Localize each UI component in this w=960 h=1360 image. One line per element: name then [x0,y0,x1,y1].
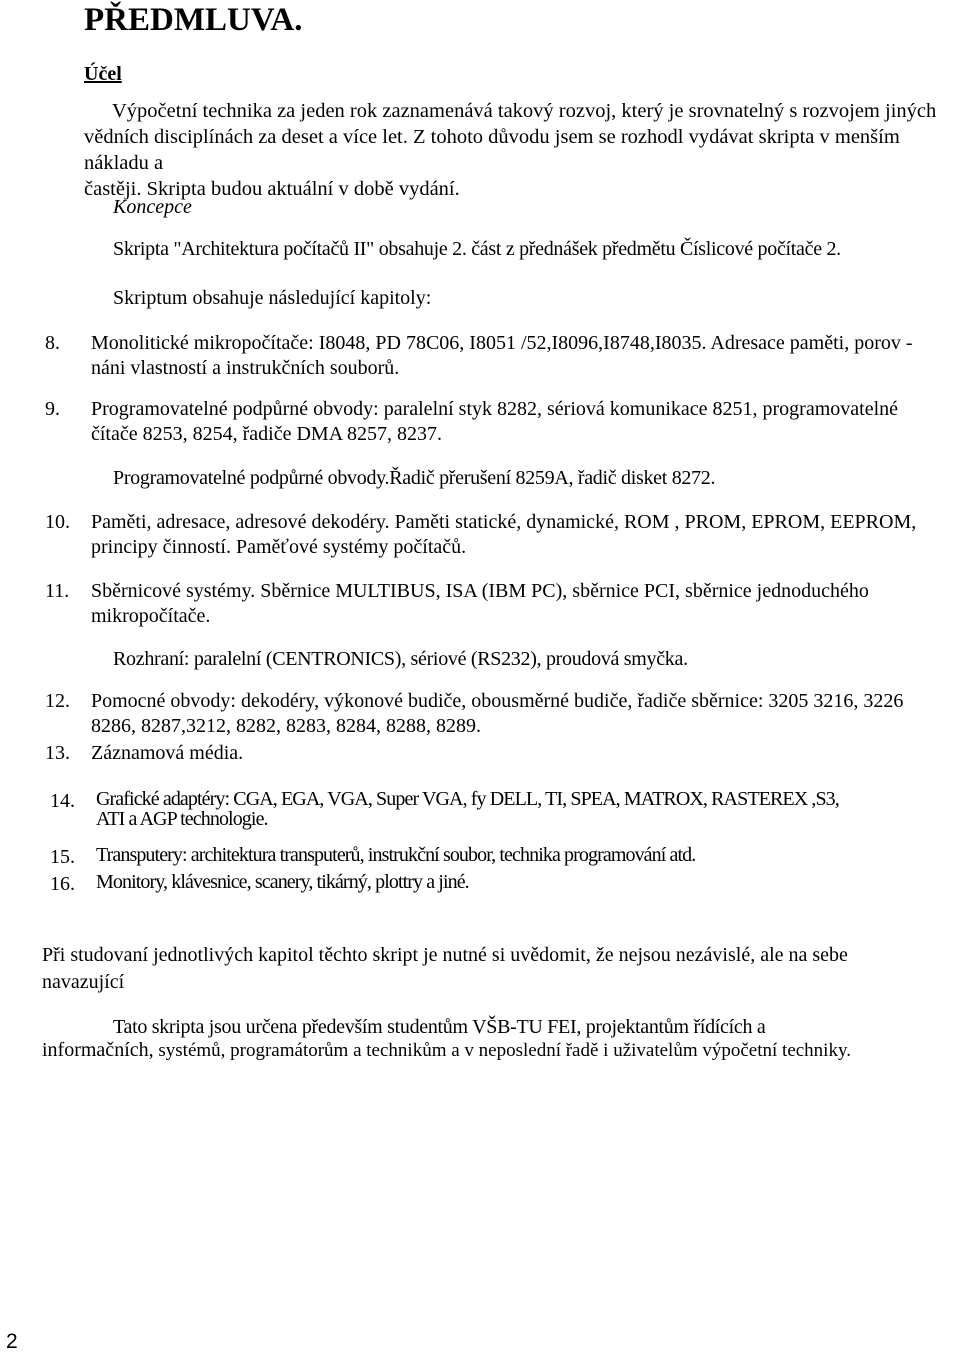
contents-line: Skripta "Architektura počítačů II" obsahuje 2. část z přednášek předmětu Číslicové počítače 2. [113,238,841,260]
chapter-text [96,845,956,865]
closing-paragraph [42,942,942,996]
intro-paragraph [84,98,960,202]
chapter-line: Monolitické mikropočítače: I8048, PD 78C06, I8051 /52,I8096,I8748,I8035. Adresace paměti, porov - [91,332,913,354]
chapter-line: Pomocné obvody: dekodéry, výkonové budiče, obousměrné budiče, řadiče sběrnice: 3205 3216, 3226 [91,690,904,712]
page-number: 2 [6,1330,18,1353]
chapter-text [91,741,951,766]
chapter-text [91,331,951,381]
chapter-number: 15. [50,846,75,868]
intro-line: častěji. Skripta budou aktuální v době vydání. [84,178,460,200]
chapter-number: 9. [45,398,60,420]
audience-line: Tato skripta jsou určena především studentům VŠB-TU FEI, projektantům řídících a [113,1016,766,1038]
audience-fragment: systémů, programátorům a technikům a v neposlední řadě i uživatelům výpočetní techniky. [153,1040,851,1061]
chapters-label: Skriptum obsahuje následující kapitoly: [113,287,432,309]
chapter-number: 11. [45,580,70,602]
audience-fragment: informačních, [42,1039,154,1061]
chapter-line: principy činností. Paměťové systémy počítačů. [91,536,467,558]
chapter-text [91,397,951,447]
sub-chapter-9: Programovatelné podpůrné obvody.Řadič přerušení 8259A, řadič disket 8272. [113,467,716,489]
chapter-number: 16. [50,873,75,895]
chapter-line: čítače 8253, 8254, řadiče DMA 8257, 8237. [91,423,443,445]
chapter-line: Sběrnicové systémy. Sběrnice MULTIBUS, ISA (IBM PC), sběrnice PCI, sběrnice jednoduchého [91,580,869,602]
closing-line: Při studovaní jednotlivých kapitol těchto skript je nutné si uvědomit, že nejsou nezávislé, ale na sebe [42,944,848,966]
chapter-number: 14. [50,790,75,812]
chapter-line: náni vlastností a instrukčních souborů. [91,357,400,379]
purpose-heading: Účel [84,63,122,85]
chapter-number: 8. [45,332,60,354]
page-title: PŘEDMLUVA. [84,2,303,38]
chapter-text [91,579,951,629]
intro-line: vědních disciplínách za deset a více let. Z tohoto důvodu jsem se rozhodl vydávat skripta v menším nákladu a [84,126,900,174]
chapter-line: ATI a AGP technologie. [96,808,268,830]
closing-line: navazující [42,971,125,993]
chapter-number: 10. [45,511,70,533]
chapter-line: mikropočítače. [91,605,211,627]
chapter-line: Programovatelné podpůrné obvody: paralelní styk 8282, sériová komunikace 8251, programovatelné [91,398,899,420]
intro-line: Výpočetní technika za jeden rok zaznamenává takový rozvoj, který je srovnatelný s rozvojem jiných [112,100,937,122]
chapter-line: Paměti, adresace, adresové dekodéry. Paměti statické, dynamické, ROM , PROM, EPROM, EEPROM, [91,511,917,533]
chapter-line: Záznamová média. [91,742,244,764]
chapter-number: 13. [45,742,70,764]
audience-line-2 [42,1039,851,1062]
chapter-text [96,789,956,829]
chapter-text [96,872,956,892]
chapter-text [91,510,951,560]
chapter-line: Grafické adaptéry: CGA, EGA, VGA, Super VGA, fy DELL, TI, SPEA, MATROX, RASTEREX ,S3, [96,788,839,810]
chapter-text [91,689,951,739]
chapter-line: Transputery: architektura transputerů, instrukční soubor, technika programování atd. [96,844,696,866]
chapter-line: 8286, 8287,3212, 8282, 8283, 8284, 8288, 8289. [91,715,481,737]
sub-chapter-11: Rozhraní: paralelní (CENTRONICS), sériové (RS232), proudová smyčka. [113,648,688,670]
chapter-number: 12. [45,690,70,712]
chapter-line: Monitory, klávesnice, scanery, tikárný, plottry a jiné. [96,871,469,893]
concept-heading: Koncepce [113,196,192,218]
